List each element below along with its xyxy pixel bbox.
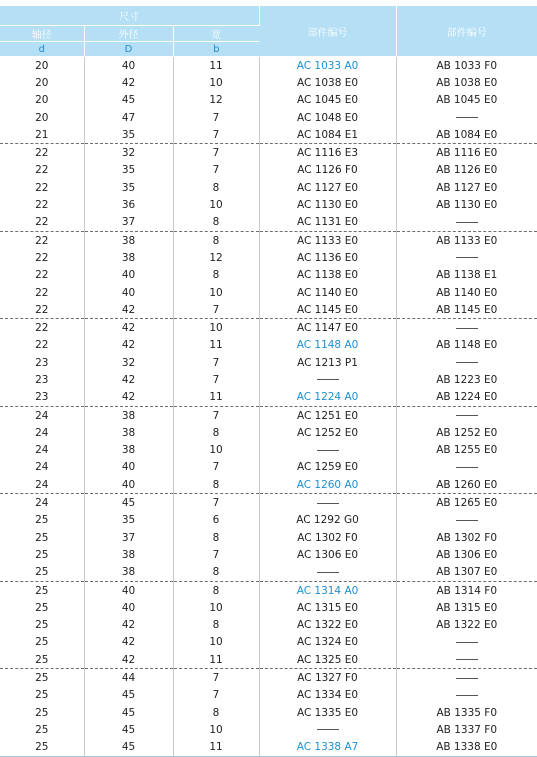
ab-part-cell <box>396 319 537 337</box>
ab-part-cell: AB 1116 E0 <box>436 147 498 160</box>
ab-part-cell: AB 1148 E0 <box>436 339 498 352</box>
ab-part-cell: AB 1145 E0 <box>396 301 537 319</box>
outer-cell: 45 <box>84 721 173 738</box>
ab-part-cell: AB 1127 E0 <box>436 181 498 194</box>
ac-part-cell: AC 1324 E0 <box>259 634 396 651</box>
table-body <box>0 57 537 757</box>
bore-cell: 25 <box>0 739 84 757</box>
bore-cell: 25 <box>0 529 84 546</box>
bore-cell: 25 <box>0 599 84 616</box>
outer-cell: 40 <box>84 476 173 494</box>
parts-table-container <box>0 6 537 757</box>
table-row <box>0 109 537 126</box>
ac-part-cell: AC 1327 F0 <box>259 669 396 687</box>
table-row <box>0 267 537 284</box>
table-row <box>0 162 537 179</box>
ab-part-cell: AB 1033 F0 <box>436 59 498 72</box>
outer-cell: 35 <box>84 179 173 196</box>
width-cell: 12 <box>173 249 259 266</box>
outer-cell: 40 <box>84 284 173 301</box>
table-row <box>0 721 537 738</box>
ac-part-cell: AC 1334 E0 <box>259 687 396 704</box>
table-row <box>0 512 537 529</box>
not-available-dash <box>456 642 478 643</box>
ac-part-cell: AC 1136 E0 <box>259 249 396 266</box>
width-header: 宽 <box>173 26 259 42</box>
outer-cell: 42 <box>84 74 173 91</box>
table-row <box>0 319 537 337</box>
outer-cell: 38 <box>84 546 173 563</box>
outer-cell: 42 <box>84 319 173 337</box>
bore-cell: 22 <box>0 301 84 319</box>
ac-part-cell: AC 1322 E0 <box>259 617 396 634</box>
outer-cell: 42 <box>84 617 173 634</box>
ac-part-cell: AC 1145 E0 <box>259 301 396 319</box>
ab-part-cell <box>396 669 537 687</box>
width-cell: 7 <box>173 109 259 126</box>
ab-part-cell: AB 1337 F0 <box>436 723 498 736</box>
table-row <box>0 231 537 249</box>
not-available-dash <box>456 415 478 416</box>
bore-cell: 25 <box>0 512 84 529</box>
ab-part-cell: AB 1130 E0 <box>436 199 498 212</box>
width-cell: 7 <box>173 354 259 371</box>
outer-cell: 35 <box>84 512 173 529</box>
table-row <box>0 564 537 582</box>
table-row <box>0 301 537 319</box>
outer-cell: 40 <box>84 459 173 476</box>
bore-cell: 22 <box>0 267 84 284</box>
width-cell: 11 <box>173 651 259 669</box>
ab-part-cell <box>396 687 537 704</box>
outer-cell: 40 <box>84 599 173 616</box>
ac-part-cell: AC 1033 A0 <box>259 57 396 75</box>
ab-part-cell: AB 1265 E0 <box>436 497 498 510</box>
bore-cell: 22 <box>0 249 84 266</box>
width-cell: 11 <box>173 57 259 75</box>
table-row <box>0 739 537 757</box>
outer-cell: 32 <box>84 354 173 371</box>
bore-cell: 23 <box>0 389 84 407</box>
table-row <box>0 634 537 651</box>
bore-cell: 22 <box>0 319 84 337</box>
width-cell: 7 <box>173 406 259 424</box>
not-available-dash <box>456 659 478 660</box>
outer-cell: 40 <box>84 57 173 75</box>
ac-part-cell: AC 1314 A0 <box>259 581 396 599</box>
ac-part-cell: AC 1306 E0 <box>259 546 396 563</box>
bore-cell: 20 <box>0 74 84 91</box>
table-row <box>0 669 537 687</box>
ab-part-cell <box>396 214 537 232</box>
ab-part-cell: AB 1335 F0 <box>436 706 498 719</box>
bore-cell: 23 <box>0 371 84 388</box>
width-cell: 7 <box>173 546 259 563</box>
ac-part-cell: AC 1302 F0 <box>259 529 396 546</box>
outer-cell: 38 <box>84 231 173 249</box>
outer-cell: 38 <box>84 406 173 424</box>
outer-cell: 42 <box>84 634 173 651</box>
ab-part-cell: AB 1338 E0 <box>396 739 537 757</box>
not-available-dash <box>456 257 478 258</box>
ac-part-cell: AC 1126 F0 <box>259 162 396 179</box>
outer-cell: 37 <box>84 529 173 546</box>
ac-part-cell: AC 1048 E0 <box>259 109 396 126</box>
table-row <box>0 126 537 144</box>
table-row <box>0 476 537 494</box>
bore-cell: 22 <box>0 162 84 179</box>
bore-cell: 22 <box>0 231 84 249</box>
table-row <box>0 687 537 704</box>
ac-part-cell: AC 1148 A0 <box>259 337 396 354</box>
table-row <box>0 179 537 196</box>
bore-cell: 21 <box>0 126 84 144</box>
table-row <box>0 599 537 616</box>
width-cell: 8 <box>173 179 259 196</box>
ab-part-cell: AB 1302 F0 <box>436 531 498 544</box>
bore-cell: 25 <box>0 617 84 634</box>
bore-cell: 25 <box>0 581 84 599</box>
bore-cell: 25 <box>0 564 84 582</box>
ac-part-cell: AC 1140 E0 <box>259 284 396 301</box>
table-row <box>0 354 537 371</box>
outer-cell: 32 <box>84 144 173 162</box>
outer-cell: 42 <box>84 389 173 407</box>
not-available-dash <box>317 729 339 730</box>
outer-cell: 45 <box>84 687 173 704</box>
ab-part-cell: AB 1224 E0 <box>396 389 537 407</box>
ab-part-cell <box>396 354 537 371</box>
ab-part-cell: AB 1038 E0 <box>436 76 498 89</box>
table-row <box>0 249 537 266</box>
outer-cell: 42 <box>84 337 173 354</box>
width-cell: 8 <box>173 231 259 249</box>
ab-part-cell: AB 1133 E0 <box>436 234 498 247</box>
width-cell: 8 <box>173 529 259 546</box>
bore-cell: 25 <box>0 651 84 669</box>
ab-part-cell: AB 1322 E0 <box>436 619 498 632</box>
ac-part-cell: AC 1213 P1 <box>259 354 396 371</box>
ac-part-cell: AC 1130 E0 <box>259 196 396 213</box>
width-cell: 10 <box>173 196 259 213</box>
outer-cell: 38 <box>84 442 173 459</box>
ac-part-cell: AC 1116 E3 <box>259 144 396 162</box>
ac-part-cell: AC 1260 A0 <box>259 476 396 494</box>
outer-cell: 44 <box>84 669 173 687</box>
ab-part-cell: AB 1314 F0 <box>436 584 498 597</box>
width-cell: 10 <box>173 442 259 459</box>
table-row <box>0 196 537 213</box>
seal-parts-table <box>0 6 537 757</box>
ab-part-cell: AB 1140 E0 <box>436 286 498 299</box>
ac-part-cell: AC 1338 A7 <box>259 739 396 757</box>
width-cell: 8 <box>173 476 259 494</box>
width-cell: 8 <box>173 581 259 599</box>
width-cell: 7 <box>173 301 259 319</box>
outer-cell: 40 <box>84 267 173 284</box>
ac-part-cell <box>259 371 396 388</box>
width-cell: 7 <box>173 459 259 476</box>
outer-cell: 35 <box>84 126 173 144</box>
width-cell: 8 <box>173 424 259 441</box>
bore-cell: 25 <box>0 704 84 721</box>
ac-part-cell <box>259 442 396 459</box>
bore-cell: 23 <box>0 354 84 371</box>
table-row <box>0 371 537 388</box>
table-row <box>0 581 537 599</box>
bore-cell: 25 <box>0 721 84 738</box>
width-cell: 8 <box>173 267 259 284</box>
width-cell: 6 <box>173 512 259 529</box>
ac-part-cell: AC 1335 E0 <box>259 704 396 721</box>
ac-part-cell: AC 1147 E0 <box>259 319 396 337</box>
bore-diameter-header: 轴径 <box>0 26 84 42</box>
width-cell: 7 <box>173 144 259 162</box>
outer-cell: 45 <box>84 494 173 512</box>
ab-part-cell <box>396 109 537 126</box>
ac-part-cell: AC 1038 E0 <box>259 74 396 91</box>
ab-part-cell: AB 1252 E0 <box>436 426 498 439</box>
ac-part-cell: AC 1325 E0 <box>259 651 396 669</box>
width-cell: 7 <box>173 494 259 512</box>
outer-cell: 37 <box>84 214 173 232</box>
ab-part-cell: AB 1306 E0 <box>436 548 498 561</box>
table-row <box>0 651 537 669</box>
width-cell: 10 <box>173 74 259 91</box>
ac-part-cell: AC 1315 E0 <box>259 599 396 616</box>
ab-part-cell <box>396 634 537 651</box>
width-cell: 8 <box>173 617 259 634</box>
table-row <box>0 92 537 109</box>
ac-part-cell <box>259 721 396 738</box>
table-row <box>0 617 537 634</box>
width-cell: 7 <box>173 687 259 704</box>
width-cell: 10 <box>173 599 259 616</box>
bore-cell: 20 <box>0 109 84 126</box>
bore-cell: 24 <box>0 459 84 476</box>
outer-cell: 42 <box>84 651 173 669</box>
table-row <box>0 459 537 476</box>
table-row <box>0 74 537 91</box>
not-available-dash <box>456 678 478 679</box>
bore-cell: 25 <box>0 546 84 563</box>
bore-cell: 24 <box>0 442 84 459</box>
not-available-dash <box>456 695 478 696</box>
ac-part-cell <box>259 564 396 582</box>
outer-cell: 42 <box>84 371 173 388</box>
ab-part-cell <box>396 406 537 424</box>
outer-cell: 45 <box>84 92 173 109</box>
bore-cell: 22 <box>0 337 84 354</box>
bore-cell: 24 <box>0 424 84 441</box>
table-row <box>0 284 537 301</box>
bore-cell: 22 <box>0 196 84 213</box>
ab-part-cell <box>396 249 537 266</box>
ab-part-cell <box>396 459 537 476</box>
ab-part-cell: AB 1260 E0 <box>396 476 537 494</box>
width-cell: 11 <box>173 739 259 757</box>
ac-part-cell: AC 1224 A0 <box>259 389 396 407</box>
bore-cell: 24 <box>0 406 84 424</box>
ab-part-cell: AB 1084 E0 <box>396 126 537 144</box>
ac-part-cell: AC 1259 E0 <box>259 459 396 476</box>
ab-part-cell: AB 1223 E0 <box>436 373 498 386</box>
ac-part-number-header: 部件编号 <box>259 6 396 57</box>
bore-cell: 20 <box>0 92 84 109</box>
width-cell: 10 <box>173 284 259 301</box>
outer-cell: 38 <box>84 249 173 266</box>
width-cell: 10 <box>173 634 259 651</box>
outer-cell: 36 <box>84 196 173 213</box>
table-row <box>0 337 537 354</box>
ab-part-cell <box>396 651 537 669</box>
bore-cell: 22 <box>0 284 84 301</box>
width-cell: 11 <box>173 337 259 354</box>
outer-cell: 42 <box>84 301 173 319</box>
outer-cell: 38 <box>84 424 173 441</box>
not-available-dash <box>317 572 339 573</box>
not-available-dash <box>456 222 478 223</box>
table-row <box>0 57 537 75</box>
ac-part-cell: AC 1252 E0 <box>259 424 396 441</box>
bore-cell: 25 <box>0 669 84 687</box>
width-symbol: b <box>173 42 259 57</box>
bore-cell: 22 <box>0 179 84 196</box>
outer-diameter-header: 外径 <box>84 26 173 42</box>
ac-part-cell <box>259 494 396 512</box>
table-row <box>0 546 537 563</box>
table-row <box>0 214 537 232</box>
ab-part-cell: AB 1138 E1 <box>436 269 498 282</box>
not-available-dash <box>456 467 478 468</box>
ab-part-cell <box>396 512 537 529</box>
bore-cell: 25 <box>0 687 84 704</box>
ac-part-cell: AC 1138 E0 <box>259 267 396 284</box>
outer-cell: 35 <box>84 162 173 179</box>
ac-part-cell: AC 1292 G0 <box>259 512 396 529</box>
width-cell: 8 <box>173 214 259 232</box>
width-cell: 8 <box>173 704 259 721</box>
not-available-dash <box>317 503 339 504</box>
ac-part-cell: AC 1084 E1 <box>259 126 396 144</box>
width-cell: 7 <box>173 669 259 687</box>
ac-part-cell: AC 1133 E0 <box>259 231 396 249</box>
ab-part-number-header: 部件编号 <box>396 6 537 57</box>
ab-part-cell: AB 1315 E0 <box>436 601 498 614</box>
size-group-header: 尺寸 <box>0 6 259 26</box>
bore-cell: 24 <box>0 494 84 512</box>
bore-cell: 20 <box>0 57 84 75</box>
bore-cell: 24 <box>0 476 84 494</box>
outer-cell: 45 <box>84 739 173 757</box>
not-available-dash <box>456 362 478 363</box>
bore-symbol: d <box>0 42 84 57</box>
ac-part-cell: AC 1131 E0 <box>259 214 396 232</box>
ab-part-cell: AB 1255 E0 <box>436 444 498 457</box>
width-cell: 11 <box>173 389 259 407</box>
outer-cell: 38 <box>84 564 173 582</box>
width-cell: 12 <box>173 92 259 109</box>
table-row <box>0 144 537 162</box>
ac-part-cell: AC 1045 E0 <box>259 92 396 109</box>
table-row <box>0 704 537 721</box>
ab-part-cell: AB 1126 E0 <box>436 164 498 177</box>
ac-part-cell: AC 1251 E0 <box>259 406 396 424</box>
table-row <box>0 442 537 459</box>
outer-symbol: D <box>84 42 173 57</box>
ab-part-cell: AB 1307 E0 <box>396 564 537 582</box>
table-row <box>0 494 537 512</box>
width-cell: 8 <box>173 564 259 582</box>
ac-part-cell: AC 1127 E0 <box>259 179 396 196</box>
outer-cell: 40 <box>84 581 173 599</box>
width-cell: 7 <box>173 371 259 388</box>
width-cell: 7 <box>173 126 259 144</box>
table-row <box>0 389 537 407</box>
outer-cell: 45 <box>84 704 173 721</box>
table-row <box>0 529 537 546</box>
table-header <box>0 6 537 57</box>
not-available-dash <box>456 117 478 118</box>
width-cell: 10 <box>173 721 259 738</box>
bore-cell: 22 <box>0 144 84 162</box>
width-cell: 10 <box>173 319 259 337</box>
ab-part-cell: AB 1045 E0 <box>436 94 498 107</box>
width-cell: 7 <box>173 162 259 179</box>
table-row <box>0 406 537 424</box>
not-available-dash <box>456 520 478 521</box>
not-available-dash <box>456 328 478 329</box>
bore-cell: 22 <box>0 214 84 232</box>
not-available-dash <box>317 379 339 380</box>
table-row <box>0 424 537 441</box>
outer-cell: 47 <box>84 109 173 126</box>
bore-cell: 25 <box>0 634 84 651</box>
not-available-dash <box>317 450 339 451</box>
